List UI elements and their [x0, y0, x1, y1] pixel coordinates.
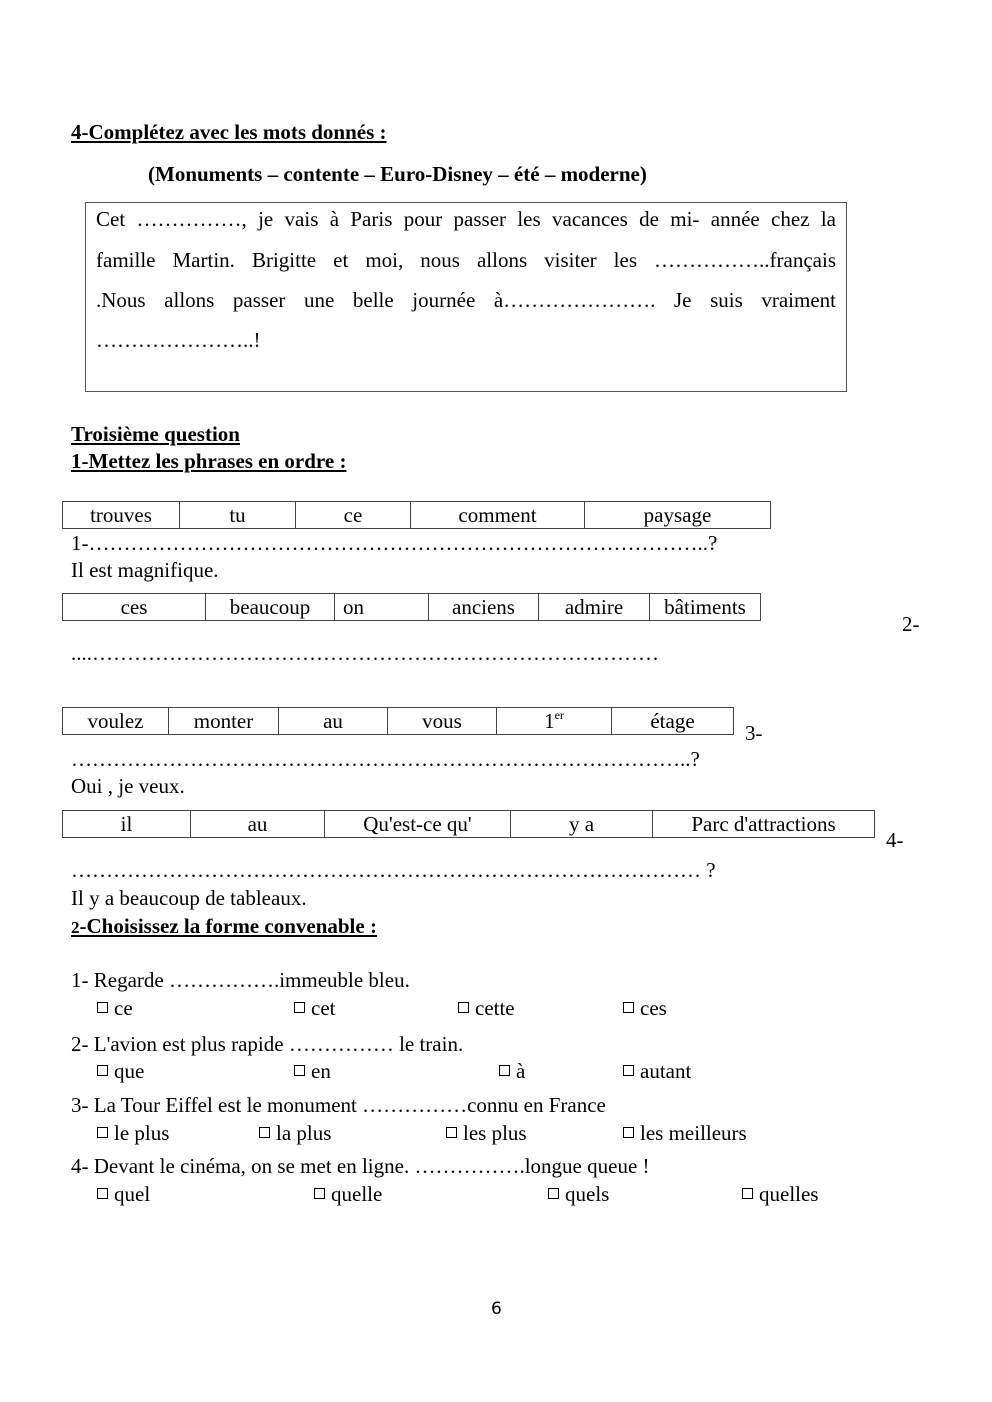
word-cell: ce — [296, 502, 411, 529]
mcq-option[interactable] — [623, 1121, 747, 1146]
fill-line-4: …………………..! — [96, 328, 261, 352]
checkbox-icon[interactable] — [446, 1127, 457, 1138]
option-label: quel — [114, 1182, 151, 1206]
word-cell: au — [279, 708, 388, 735]
word-cell: voulez — [63, 708, 169, 735]
item-number-2: 2- — [902, 612, 920, 636]
word-cell: Qu'est-ce qu' — [325, 811, 511, 838]
item-number-4: 4- — [886, 828, 904, 852]
checkbox-icon[interactable] — [623, 1002, 634, 1013]
option-label: la plus — [276, 1121, 332, 1145]
word-cell: trouves — [63, 502, 180, 529]
response-4: Il y a beaucoup de tableaux. — [71, 886, 307, 910]
checkbox-icon[interactable] — [623, 1127, 634, 1138]
word-table-3 — [62, 707, 734, 735]
word-table-2 — [62, 593, 761, 621]
word-cell: ces — [63, 594, 206, 621]
mcq-option[interactable] — [742, 1182, 818, 1207]
part-2-title-text: -Choisissez la forme convenable : — [79, 914, 377, 938]
answer-line-2[interactable]: ....……………………………………………………………………… — [71, 641, 659, 665]
word-cell: tu — [180, 502, 296, 529]
section-title: Troisième question — [71, 422, 240, 446]
ordinal-suffix: er — [554, 708, 564, 722]
option-label: quels — [565, 1182, 610, 1206]
exercise-4-title: 4-Complétez avec les mots donnés : — [71, 120, 387, 144]
option-label: autant — [640, 1059, 692, 1083]
option-label: le plus — [114, 1121, 170, 1145]
option-label: les meilleurs — [640, 1121, 747, 1145]
part-1-title: 1-Mettez les phrases en ordre : — [71, 449, 347, 473]
word-cell: beaucoup — [206, 594, 335, 621]
fill-in-text-box — [85, 202, 847, 392]
mcq-option[interactable] — [314, 1182, 382, 1207]
checkbox-icon[interactable] — [97, 1002, 108, 1013]
word-table-4 — [62, 810, 875, 838]
checkbox-icon[interactable] — [458, 1002, 469, 1013]
checkbox-icon[interactable] — [97, 1065, 108, 1076]
part-2-number: 2 — [71, 918, 80, 937]
word-table-1 — [62, 501, 771, 529]
mcq-option[interactable] — [97, 1121, 169, 1146]
mcq-prompt-4: 4- Devant le cinéma, on se met en ligne. …………….longue queue ! — [71, 1154, 650, 1178]
word-cell: admire — [539, 594, 650, 621]
mcq-option[interactable] — [458, 996, 515, 1021]
option-label: en — [311, 1059, 331, 1083]
word-cell: paysage — [585, 502, 771, 529]
mcq-option[interactable] — [623, 996, 667, 1021]
item-number-3: 3- — [745, 721, 763, 745]
word-cell: bâtiments — [650, 594, 761, 621]
part-2-title — [71, 914, 377, 939]
checkbox-icon[interactable] — [742, 1188, 753, 1199]
checkbox-icon[interactable] — [294, 1065, 305, 1076]
fill-line-3: .Nous allons passer une belle journée à…………………. Je suis vraiment — [96, 288, 836, 312]
mcq-option[interactable] — [548, 1182, 609, 1207]
word-cell: y a — [511, 811, 653, 838]
checkbox-icon[interactable] — [259, 1127, 270, 1138]
mcq-option[interactable] — [623, 1059, 691, 1084]
mcq-option[interactable] — [97, 1182, 150, 1207]
option-label: ces — [640, 996, 667, 1020]
word-cell: monter — [169, 708, 279, 735]
word-cell: étage — [612, 708, 734, 735]
option-label: quelle — [331, 1182, 383, 1206]
option-label: à — [516, 1059, 526, 1083]
answer-line-4[interactable]: ……………………………………………………………………………… ? — [71, 858, 716, 882]
answer-line-3[interactable]: ……………………………………………………………………………..? — [71, 747, 700, 771]
checkbox-icon[interactable] — [548, 1188, 559, 1199]
checkbox-icon[interactable] — [97, 1127, 108, 1138]
mcq-option[interactable] — [499, 1059, 525, 1084]
option-label: que — [114, 1059, 145, 1083]
checkbox-icon[interactable] — [499, 1065, 510, 1076]
option-label: les plus — [463, 1121, 527, 1145]
mcq-prompt-2: 2- L'avion est plus rapide …………… le train. — [71, 1032, 464, 1056]
word-bank: (Monuments – contente – Euro-Disney – été – moderne) — [148, 162, 647, 186]
response-3: Oui , je veux. — [71, 774, 185, 798]
answer-line-1[interactable]: 1-……………………………………………………………………………..? — [71, 531, 718, 555]
option-label: quelles — [759, 1182, 819, 1206]
word-cell: Parc d'attractions — [653, 811, 875, 838]
mcq-option[interactable] — [259, 1121, 331, 1146]
word-cell: au — [191, 811, 325, 838]
word-cell — [497, 708, 612, 735]
mcq-prompt-1: 1- Regarde …………….immeuble bleu. — [71, 968, 410, 992]
word-cell: vous — [388, 708, 497, 735]
checkbox-icon[interactable] — [294, 1002, 305, 1013]
option-label: ce — [114, 996, 133, 1020]
option-label: cet — [311, 996, 336, 1020]
word-cell: anciens — [429, 594, 539, 621]
page-number: 6 — [491, 1299, 502, 1319]
mcq-prompt-3: 3- La Tour Eiffel est le monument ……………connu en France — [71, 1093, 606, 1117]
mcq-option[interactable] — [97, 996, 133, 1021]
mcq-option[interactable] — [97, 1059, 144, 1084]
fill-line-2: famille Martin. Brigitte et moi, nous allons visiter les ……………..français — [96, 248, 836, 272]
fill-line-1: Cet ……………, je vais à Paris pour passer les vacances de mi- année chez la — [96, 207, 836, 231]
checkbox-icon[interactable] — [97, 1188, 108, 1199]
word-cell: il — [63, 811, 191, 838]
mcq-option[interactable] — [294, 1059, 331, 1084]
mcq-option[interactable] — [446, 1121, 527, 1146]
word-cell: on — [335, 594, 429, 621]
mcq-option[interactable] — [294, 996, 335, 1021]
checkbox-icon[interactable] — [314, 1188, 325, 1199]
word-cell: comment — [411, 502, 585, 529]
checkbox-icon[interactable] — [623, 1065, 634, 1076]
ordinal-number: 1 — [544, 709, 555, 733]
option-label: cette — [475, 996, 515, 1020]
response-1: Il est magnifique. — [71, 558, 219, 582]
